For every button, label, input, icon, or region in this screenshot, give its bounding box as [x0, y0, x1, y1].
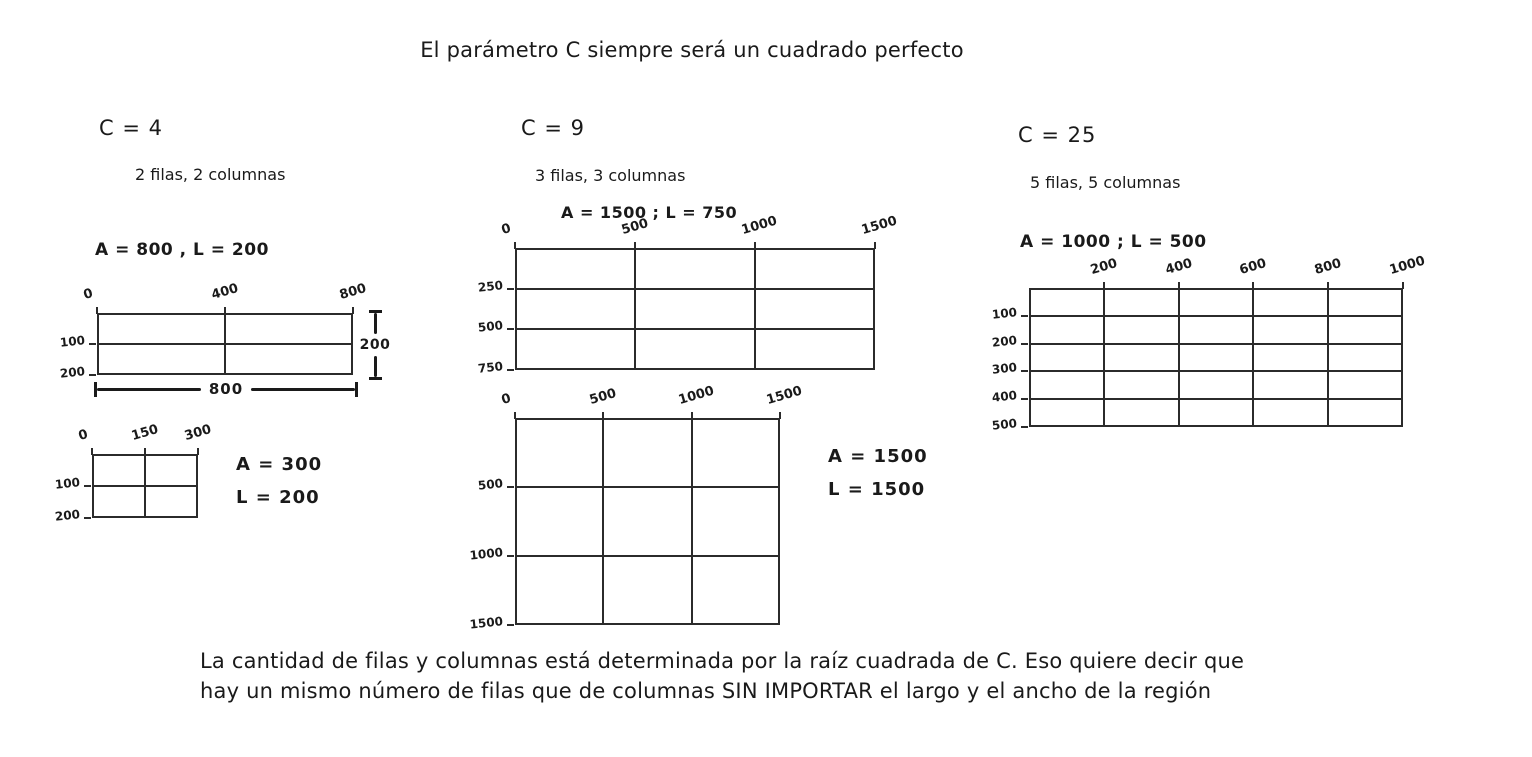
grid-line-vertical: [634, 248, 636, 370]
c25-subheading: 5 filas, 5 columnas: [1030, 173, 1181, 192]
y-axis-label: 200: [59, 364, 86, 381]
x-axis-label: 300: [182, 422, 214, 444]
y-axis-label: 250: [477, 277, 504, 295]
c4-grid-main: [59, 281, 369, 381]
y-axis-label: 500: [477, 318, 504, 336]
x-axis-tick: [514, 242, 516, 249]
footer-line-2: hay un mismo número de filas que de columnas SIN IMPORTAR el largo y el ancho de la región: [200, 679, 1212, 703]
x-axis-label: 600: [1238, 256, 1269, 278]
y-axis-tick: [1021, 370, 1028, 372]
y-axis-label: 100: [54, 475, 81, 492]
x-axis-tick: [1327, 282, 1329, 289]
x-axis-tick: [779, 412, 781, 419]
y-axis-label: 1000: [468, 545, 504, 563]
x-axis-tick: [1103, 282, 1105, 289]
y-axis-tick: [507, 555, 514, 557]
grid-line-vertical: [691, 418, 693, 625]
grid-line-vertical: [1327, 288, 1329, 427]
x-axis-label: 400: [1163, 256, 1194, 278]
c4-subheading: 2 filas, 2 columnas: [135, 165, 286, 184]
y-axis-tick: [507, 624, 514, 626]
page-title: El parámetro C siempre será un cuadrado perfecto: [420, 38, 964, 62]
y-axis-label: 1500: [468, 614, 504, 632]
grid-line-horizontal: [1029, 343, 1403, 345]
x-axis-tick: [96, 307, 98, 314]
c9-grid-wide: [477, 213, 899, 376]
dimension-cap: [355, 382, 358, 397]
c25-heading: C = 25: [1018, 123, 1097, 147]
x-axis-label: 0: [499, 391, 513, 408]
grid-line-horizontal: [515, 328, 875, 330]
grid-line-horizontal: [1029, 370, 1403, 372]
y-axis-tick: [1021, 343, 1028, 345]
x-axis-label: 800: [337, 281, 369, 303]
grid-line-vertical: [1103, 288, 1105, 427]
grid-line-horizontal: [97, 343, 353, 345]
x-axis-tick: [1252, 282, 1254, 289]
x-axis-label: 1000: [1387, 253, 1427, 278]
y-axis-tick: [507, 486, 514, 488]
grid-line-horizontal: [1029, 315, 1403, 317]
grid-line-horizontal: [515, 288, 875, 290]
c25-params: A = 1000 ; L = 500: [1020, 232, 1207, 252]
y-axis-label: 500: [477, 476, 504, 493]
x-axis-tick: [91, 448, 93, 455]
annotation-area: A = 300: [236, 454, 323, 475]
c4-grid-small: [54, 422, 214, 524]
y-axis-tick: [507, 328, 514, 330]
c9-grid-square: [468, 383, 804, 632]
x-axis-label: 0: [76, 427, 90, 444]
x-axis-tick: [1402, 282, 1404, 289]
annotation-area: A = 1500: [828, 446, 928, 467]
c4-params: A = 800 , L = 200: [95, 240, 269, 260]
c4-width-dimension-label: 800: [208, 380, 244, 398]
y-axis-tick: [89, 343, 96, 345]
dimension-cap: [369, 377, 382, 380]
x-axis-label: 1500: [764, 383, 804, 408]
y-axis-label: 500: [991, 416, 1018, 433]
y-axis-label: 100: [991, 304, 1018, 322]
x-axis-tick: [514, 412, 516, 419]
grid-border: [515, 248, 875, 370]
x-axis-label: 500: [588, 386, 619, 408]
x-axis-label: 0: [499, 221, 513, 238]
grid-line-vertical: [754, 248, 756, 370]
grid-border: [1029, 288, 1403, 427]
y-axis-label: 100: [59, 333, 86, 350]
y-axis-label: 200: [991, 332, 1018, 350]
y-axis-tick: [84, 485, 91, 487]
x-axis-tick: [754, 242, 756, 249]
x-axis-label: 500: [619, 216, 651, 238]
dimension-line: [374, 313, 377, 334]
y-axis-tick: [1021, 315, 1028, 317]
x-axis-label: 1500: [859, 213, 899, 238]
x-axis-label: 1000: [739, 213, 779, 238]
dimension-line: [97, 388, 201, 391]
grid-border: [515, 418, 780, 625]
c25-grid: [991, 253, 1427, 433]
x-axis-label: 800: [1313, 256, 1344, 278]
grid-line-vertical: [1252, 288, 1254, 427]
x-axis-tick: [197, 448, 199, 455]
y-axis-tick: [84, 517, 91, 519]
y-axis-label: 750: [477, 359, 504, 376]
c9-grid-square-annotation: [828, 440, 928, 506]
y-axis-tick: [1021, 398, 1028, 400]
footer-note: [200, 646, 1320, 706]
footer-line-1: La cantidad de filas y columnas está determinada por la raíz cuadrada de C. Eso quiere decir que: [200, 649, 1245, 673]
x-axis-label: 150: [129, 422, 161, 444]
x-axis-tick: [1178, 282, 1180, 289]
annotation-length: L = 1500: [828, 479, 926, 500]
y-axis-label: 300: [991, 360, 1018, 378]
x-axis-tick: [874, 242, 876, 249]
grid-line-horizontal: [515, 555, 780, 557]
y-axis-tick: [507, 288, 514, 290]
dimension-line: [374, 356, 377, 377]
c4-width-dimension: [94, 381, 358, 397]
c4-height-dimension: [358, 310, 392, 380]
grid-line-horizontal: [92, 485, 198, 487]
c4-height-dimension-label: 200: [359, 337, 391, 353]
x-axis-tick: [224, 307, 226, 314]
y-axis-label: 400: [991, 388, 1018, 405]
y-axis-tick: [89, 374, 96, 376]
c4-grid-small-annotation: [236, 448, 322, 514]
grid-line-horizontal: [515, 486, 780, 488]
dimension-line: [251, 388, 355, 391]
c4-heading: C = 4: [99, 116, 163, 140]
x-axis-tick: [691, 412, 693, 419]
c9-heading: C = 9: [521, 116, 585, 140]
x-axis-tick: [144, 448, 146, 455]
y-axis-tick: [507, 369, 514, 371]
x-axis-tick: [602, 412, 604, 419]
annotation-length: L = 200: [236, 487, 320, 508]
x-axis-tick: [634, 242, 636, 249]
x-axis-label: 0: [81, 286, 95, 303]
grid-line-vertical: [1178, 288, 1180, 427]
x-axis-label: 1000: [676, 383, 716, 408]
x-axis-tick: [352, 307, 354, 314]
grid-line-vertical: [602, 418, 604, 625]
x-axis-label: 400: [209, 281, 241, 303]
c9-subheading: 3 filas, 3 columnas: [535, 166, 686, 185]
y-axis-label: 200: [54, 507, 81, 524]
x-axis-label: 200: [1088, 256, 1119, 278]
grid-line-horizontal: [1029, 398, 1403, 400]
c9-params: A = 1500 ; L = 750: [561, 203, 738, 222]
y-axis-tick: [1021, 426, 1028, 428]
